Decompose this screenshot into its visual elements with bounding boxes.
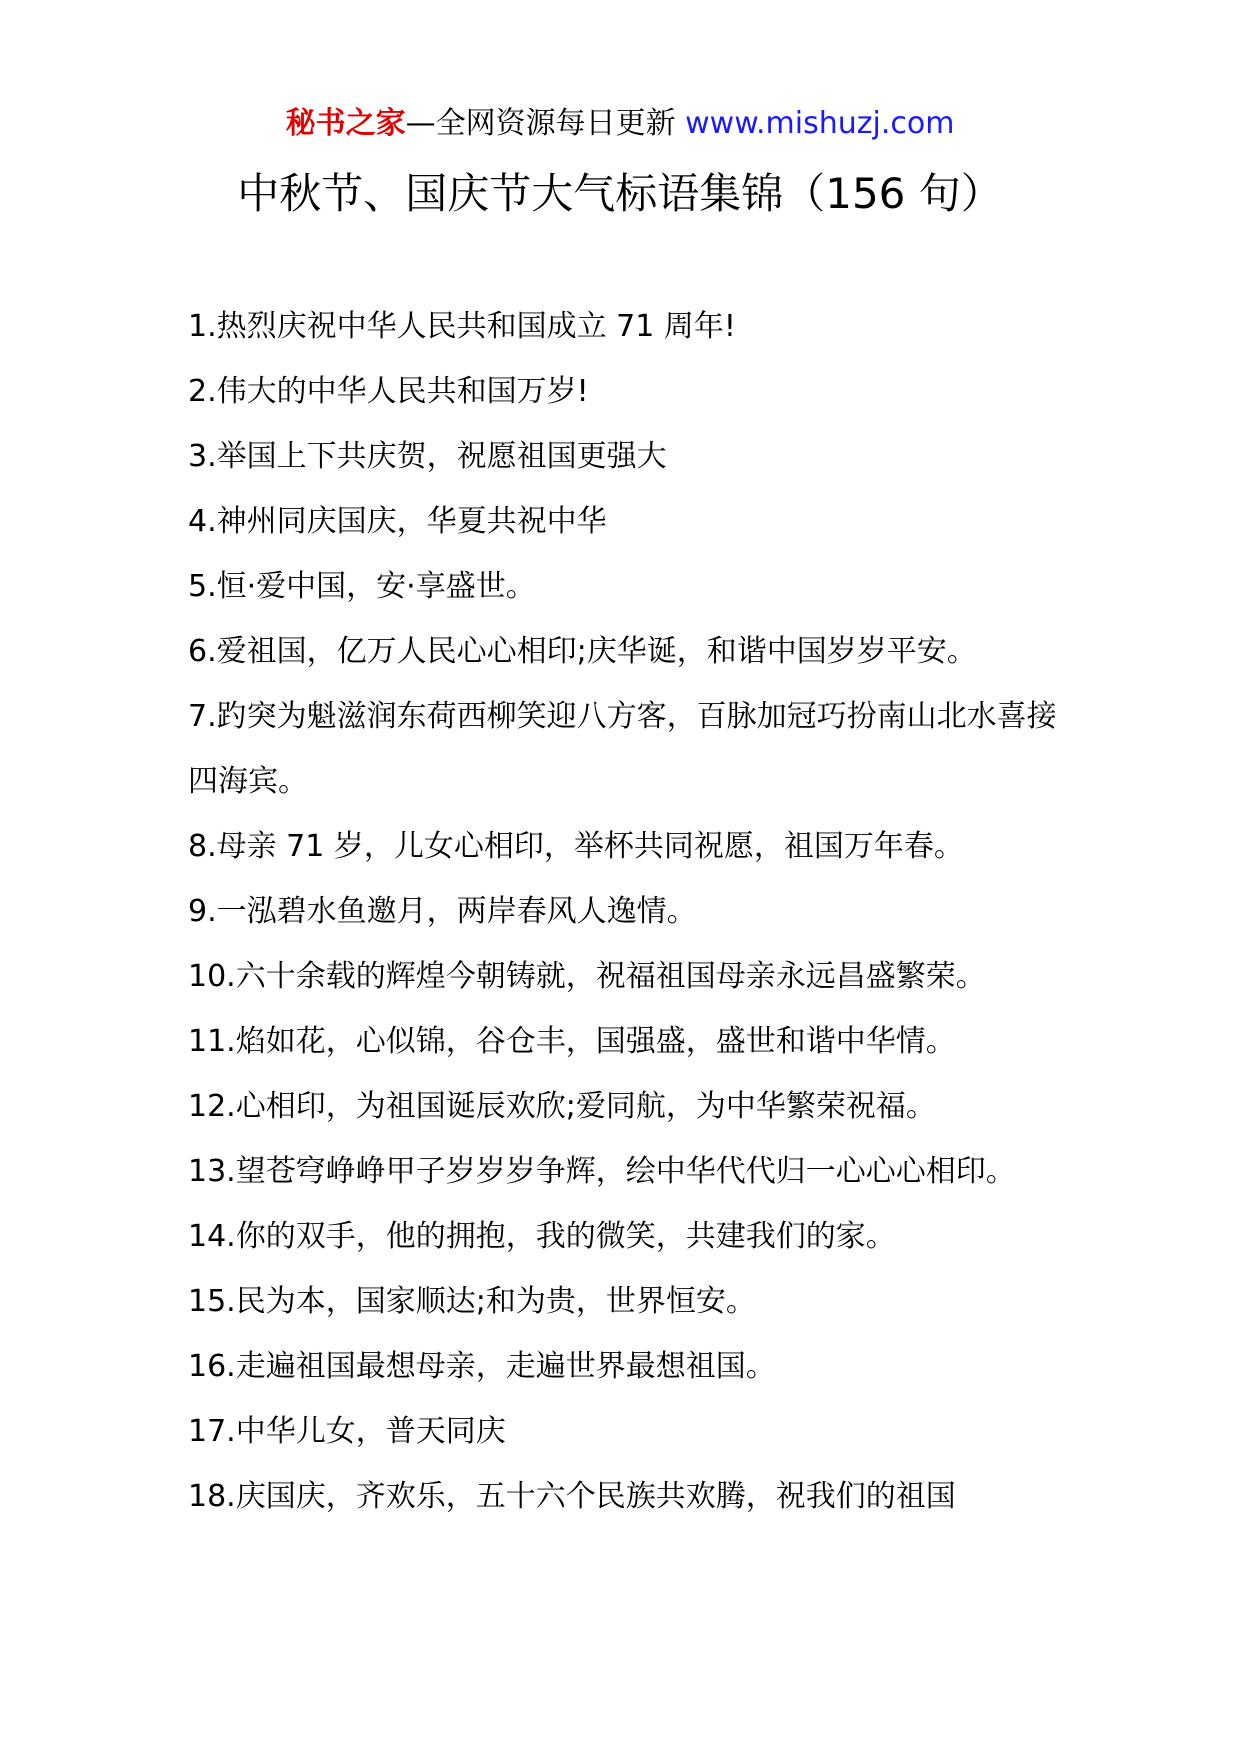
list-item: 10.六十余载的辉煌今朝铸就，祝福祖国母亲永远昌盛繁荣。	[188, 959, 986, 994]
header-tagline: —全网资源每日更新	[405, 106, 676, 141]
slogan-list	[188, 294, 1068, 1529]
site-url-link[interactable]: www.mishuzj.com	[685, 106, 955, 141]
list-item: 18.庆国庆，齐欢乐，五十六个民族共欢腾，祝我们的祖国	[188, 1479, 956, 1514]
site-header	[0, 104, 1240, 144]
list-item: 1.热烈庆祝中华人民共和国成立 71 周年!	[188, 309, 736, 344]
list-item: 3.举国上下共庆贺，祝愿祖国更强大	[188, 439, 667, 474]
list-item: 13.望苍穹峥峥甲子岁岁岁争辉，绘中华代代归一心心心相印。	[188, 1154, 1016, 1189]
list-item: 12.心相印，为祖国诞辰欢欣;爱同航，为中华繁荣祝福。	[188, 1089, 936, 1124]
list-item: 9.一泓碧水鱼邀月，两岸春风人逸情。	[188, 894, 697, 929]
list-item: 16.走遍祖国最想母亲，走遍世界最想祖国。	[188, 1349, 776, 1384]
list-item: 15.民为本，国家顺达;和为贵，世界恒安。	[188, 1284, 756, 1319]
list-item: 6.爱祖国，亿万人民心心相印;庆华诞，和谐中国岁岁平安。	[188, 634, 977, 669]
list-item: 14.你的双手，他的拥抱，我的微笑，共建我们的家。	[188, 1219, 896, 1254]
list-item: 17.中华儿女，普天同庆	[188, 1414, 506, 1449]
list-item: 2.伟大的中华人民共和国万岁!	[188, 374, 589, 409]
list-item: 11.焰如花，心似锦，谷仓丰，国强盛，盛世和谐中华情。	[188, 1024, 956, 1059]
list-item: 4.神州同庆国庆，华夏共祝中华	[188, 504, 607, 539]
list-item: 7.趵突为魁滋润东荷西柳笑迎八方客，百脉加冠巧扮南山北水喜接四海宾。	[188, 699, 1057, 799]
list-item: 5.恒·爱中国，安·享盛世。	[188, 569, 536, 604]
document-title: 中秋节、国庆节大气标语集锦（156 句）	[237, 169, 1003, 218]
brand-name: 秘书之家	[285, 106, 406, 141]
list-item: 8.母亲 71 岁，儿女心相印，举杯共同祝愿，祖国万年春。	[188, 829, 964, 864]
